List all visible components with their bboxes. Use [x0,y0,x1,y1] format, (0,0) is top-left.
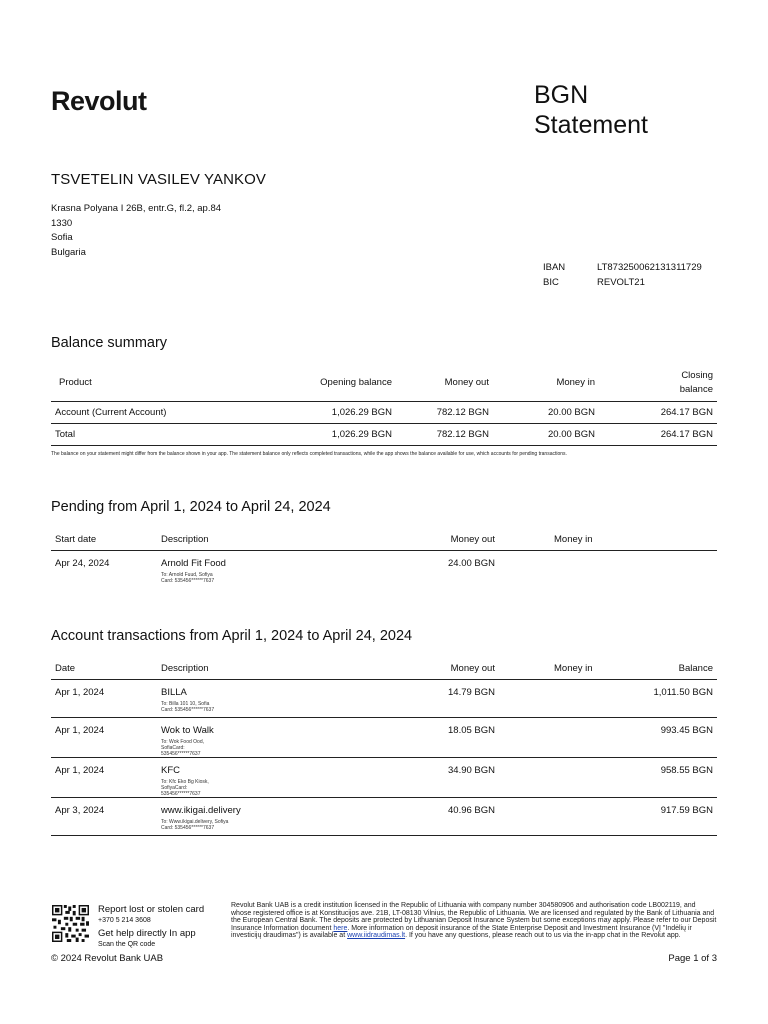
balance-summary-table [51,365,717,446]
table-row [51,550,717,584]
detail-line: To: Billa 101 10, Sofia [161,700,210,707]
col-product: Product [59,376,92,388]
col-money-out: Money out [444,376,489,388]
col-opening-balance: Opening balance [320,376,392,388]
money-out-cell: 40.96 BGN [448,804,495,816]
money-in-cell [499,550,717,584]
statement-currency: BGN [534,81,589,109]
account-holder-address [51,202,221,260]
transactions-table [51,659,717,836]
description-cell [157,679,393,717]
qr-code-icon [52,905,89,942]
page-number: Page 1 of 3 [668,953,717,964]
merchant-details [161,572,389,584]
money-in-cell: 20.00 BGN [548,428,595,440]
account-holder-name: TSVETELIN VASILEV YANKOV [51,171,266,188]
money-out-cell: 24.00 BGN [448,557,495,569]
description-cell [157,550,393,584]
detail-line: 535456******7637 [161,790,201,797]
detail-line: To: Arnold Fuud, Sofiya [161,571,213,578]
transactions-title: Account transactions from April 1, 2024 to April 24, 2024 [51,628,413,644]
merchant-details [161,739,389,757]
col-money-in: Money in [554,663,593,675]
legal-text: Revolut Bank UAB is a credit institution licensed in the Republic of Lithuania with company number 304580906 and authorisation code LB002119, and whose registered office is at Konstitucijos ave. 21B, LT-08130 Vilnius, the Republic of Lithuania. We are licensed and regulated by the Bank of Lithuania and the European Central Bank. The deposits are protected by Lithuanian Deposit Insurance System but some exceptions may apply. Please refer to our Deposit Insurance Information document [231,902,717,932]
balance-cell: 917.59 BGN [660,804,713,816]
money-out-cell: 14.79 BGN [448,686,495,698]
description-cell [157,757,393,797]
detail-line: To: Wok Food Ood, [161,738,204,745]
iidraudimas-link[interactable]: www.iidraudimas.lt [347,932,406,940]
col-closing-balance [599,365,717,401]
iban-row [543,261,702,276]
product-cell: Total [55,428,76,440]
table-row [51,679,717,717]
date-cell: Apr 1, 2024 [55,764,105,776]
table-row [51,717,717,757]
balance-cell: 1,011.50 BGN [653,686,713,698]
bic-row [543,276,702,291]
col-start-date: Start date [55,534,97,546]
money-out-cell: 782.12 BGN [436,428,489,440]
support-phone: +370 5 214 3608 [98,917,151,924]
scan-qr-text: Scan the QR code [98,941,156,948]
address-line: 1330 [51,217,73,229]
address-line: Bulgaria [51,246,86,258]
table-row [51,797,717,835]
col-money-out: Money out [450,663,495,675]
balance-cell: 958.55 BGN [660,764,713,776]
description-cell [157,717,393,757]
col-money-in: Money in [554,534,593,546]
detail-line: 535456******7637 [161,750,201,757]
detail-line: SofiyaCard: [161,784,188,791]
merchant-details [161,701,389,713]
product-cell: Account (Current Account) [55,406,167,418]
date-cell: Apr 24, 2024 [55,557,110,569]
bank-identifiers [543,261,702,290]
col-money-in: Money in [556,376,595,388]
col-description: Description [161,663,209,675]
iban-label: IBAN [543,262,566,273]
table-header-row [51,659,717,679]
col-date: Date [55,663,76,675]
money-out-cell: 782.12 BGN [436,406,489,418]
legal-notice [231,902,717,940]
bic-label: BIC [543,276,559,288]
col-money-out: Money out [450,534,495,546]
statement-label: Statement [534,111,648,139]
table-row [51,757,717,797]
pending-table [51,530,717,584]
merchant-name: BILLA [161,686,187,698]
table-row [51,423,717,445]
money-in-cell [499,757,599,797]
merchant-name: Wok to Walk [161,724,214,736]
col-closing-line1: Closing [681,369,713,381]
closing-cell: 264.17 BGN [660,406,713,418]
statement-title [534,80,648,140]
col-closing-line2: balance [679,383,713,395]
money-in-cell: 20.00 BGN [548,406,595,418]
balance-summary-title: Balance summary [51,335,168,351]
bic-value: REVOLT21 [597,276,645,288]
col-description: Description [161,534,209,546]
table-row [51,401,717,423]
iban-value: LT873250062131311729 [597,262,702,273]
merchant-name: www.ikigai.delivery [161,804,241,816]
merchant-details [161,779,389,797]
money-in-cell [499,679,599,717]
detail-line: Card: 535456******7637 [161,824,215,831]
help-in-app: Get help directly In app [98,928,196,939]
detail-line: To: Kfc Eko Bg Kiosk, [161,778,209,785]
legal-text: . If you have any questions, please reach out to us via the in-app chat in the Revolut app. [405,932,681,940]
money-in-cell [499,797,599,835]
closing-cell: 264.17 BGN [660,428,713,440]
merchant-details [161,819,389,831]
revolut-logo: Revolut [51,86,147,116]
detail-line: To: Www.ikigai.delivery, Sofiya [161,818,229,825]
opening-cell: 1,026.29 BGN [331,406,392,418]
date-cell: Apr 3, 2024 [55,804,105,816]
detail-line: Card: 535456******7637 [161,706,215,713]
merchant-name: KFC [161,764,180,776]
opening-cell: 1,026.29 BGN [331,428,392,440]
description-cell [157,797,393,835]
address-line: Krasna Polyana I 26B, entr.G, fl.2, ap.84 [51,203,222,214]
money-out-cell: 18.05 BGN [448,724,495,736]
pending-title: Pending from April 1, 2024 to April 24, 2024 [51,499,331,515]
money-out-cell: 34.90 BGN [448,764,495,776]
date-cell: Apr 1, 2024 [55,724,105,736]
detail-line: Card: 535456******7637 [161,577,215,584]
address-line: Sofia [51,232,73,243]
table-header-row [51,365,717,401]
merchant-name: Arnold Fit Food [161,557,226,569]
balance-disclaimer: The balance on your statement might differ from the balance shown in your app. The statement balance only reflects completed transactions, while the app shows the balance available for use, which accounts for pending transactions. [51,451,567,457]
deposit-info-link[interactable]: here [333,924,348,932]
col-balance: Balance [678,663,713,675]
date-cell: Apr 1, 2024 [55,686,105,698]
table-header-row [51,530,717,550]
copyright: © 2024 Revolut Bank UAB [51,953,164,964]
detail-line: SofiaCard: [161,744,185,751]
contact-info [98,904,204,950]
legal-text: . More information on deposit insurance of the State Enterprise Deposit and Investment Insurance (VĮ "Indėlių ir investicijų draudimas") is available at [231,924,692,940]
balance-cell: 993.45 BGN [660,724,713,736]
money-in-cell [499,717,599,757]
report-lost-card: Report lost or stolen card [98,904,205,915]
